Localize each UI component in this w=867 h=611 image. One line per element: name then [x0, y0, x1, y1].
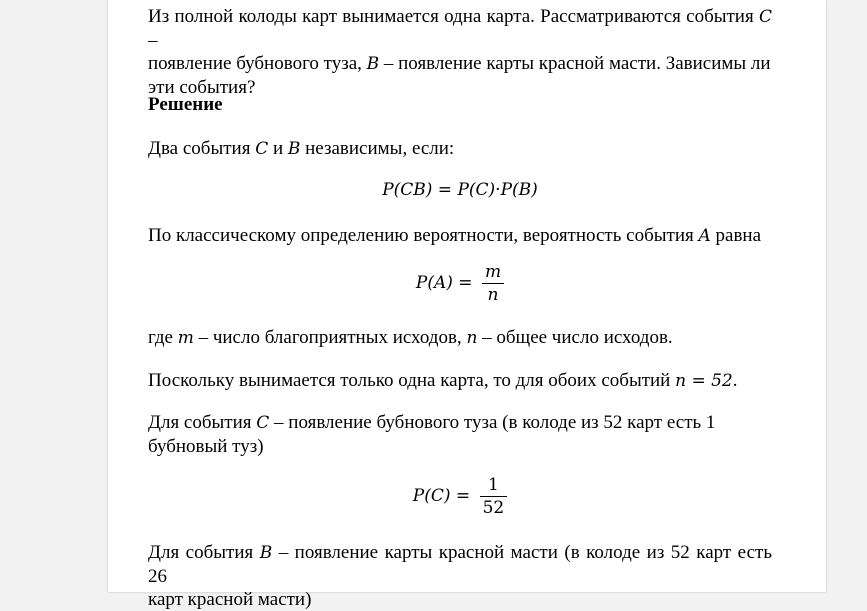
- problem-line-3: эти события?: [148, 77, 256, 98]
- solution-heading: Решение: [148, 94, 223, 115]
- since-text: Поскольку вынимается только одна карта, то для обоих событий n = 52.: [148, 370, 738, 391]
- problem-statement: [148, 5, 772, 99]
- problem-line-1: Из полной колоды карт вынимается одна карта. Рассматриваются события C –: [148, 6, 772, 51]
- fraction-m-over-n: $\frac{m}{n}$: [482, 261, 504, 306]
- independence-text: Два события C и B независимы, если:: [148, 138, 455, 159]
- fraction-1-over-52: $\frac{1}{52}$: [480, 474, 508, 519]
- formula-probability-c: P(C) = $\frac{1}{52}$: [148, 474, 772, 519]
- formula-independence: P(CB) = P(C)·P(B): [382, 180, 538, 200]
- document-page: [108, 0, 826, 610]
- event-c-text: Для события C – появление бубнового туза (в колоде из 52 карт есть 1 бубновый туз): [148, 412, 716, 457]
- problem-line-2: появление бубнового туза, B – появление карты красной масти. Зависимы ли: [148, 53, 771, 74]
- classical-definition-text: По классическому определению вероятности, вероятность события A равна: [148, 225, 762, 246]
- where-text: где m – число благоприятных исходов, n – общее число исходов.: [148, 327, 673, 348]
- formula-classical-probability: P(A) = $\frac{m}{n}$: [148, 261, 772, 306]
- event-b-text: Для события B – появление карты красной масти (в колоде из 52 карт есть 26 карт красной масти): [148, 542, 772, 610]
